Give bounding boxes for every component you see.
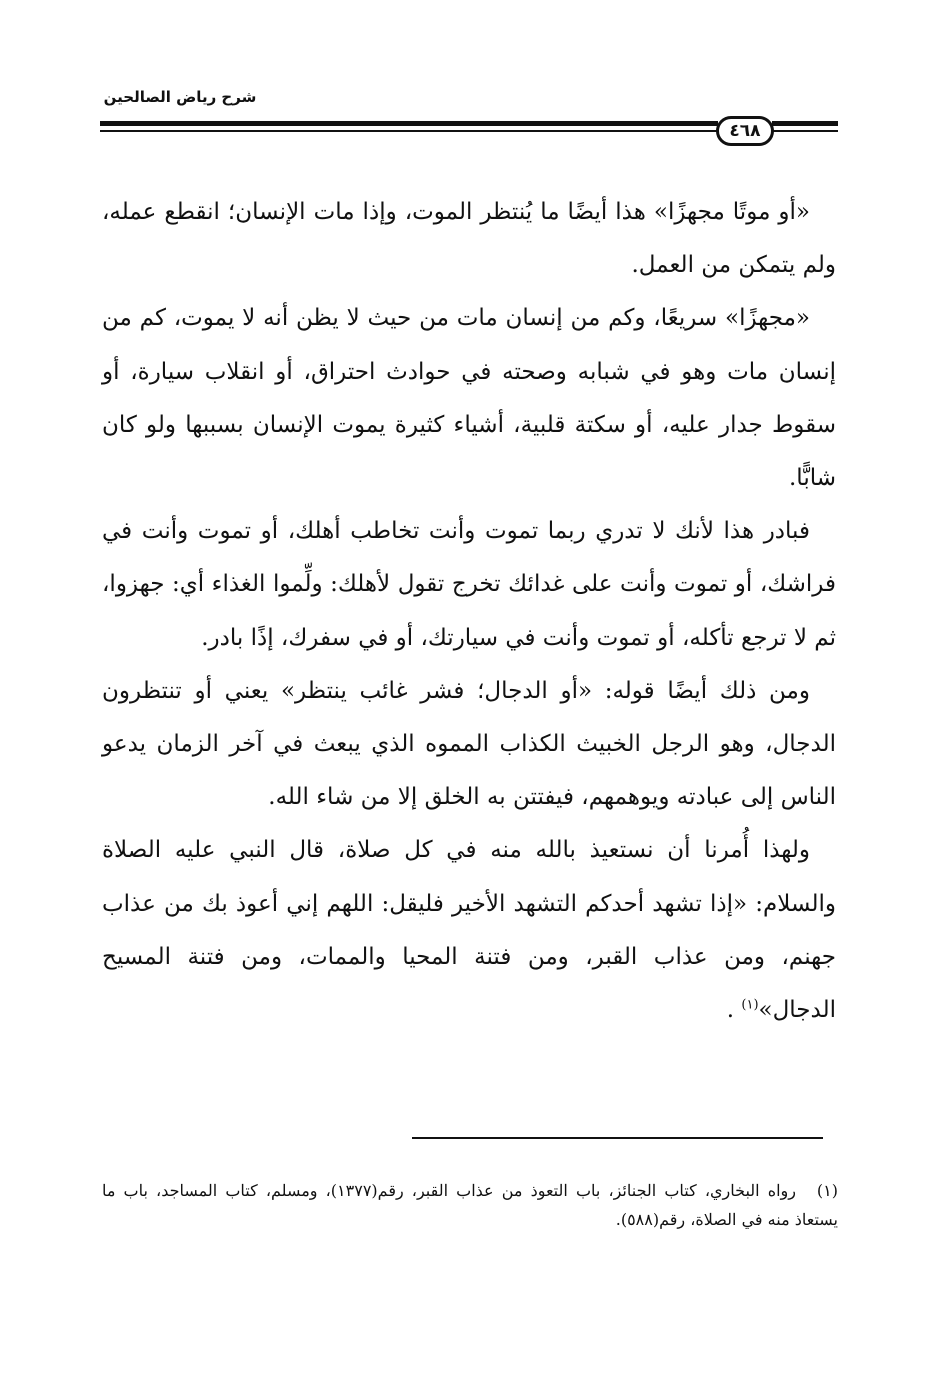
footnote-separator — [412, 1137, 823, 1139]
page-number: ٤٦٨ — [729, 121, 761, 141]
book-title: شرح رياض الصالحين — [103, 88, 257, 106]
paragraph-text: ولهذا أُمرنا أن نستعيذ بالله منه في كل صلاة، قال النبي عليه الصلاة والسلام: «إذا تشهد أحدكم التشهد الأخير فليقل: اللهم إني أعوذ بك من عذاب جهنم، ومن عذاب القبر، ومن فتنة المحيا والممات، ومن فتنة المسيح الدجال» — [102, 837, 836, 1024]
header-rule-thin-right — [772, 130, 838, 132]
body-text — [102, 186, 836, 1037]
header-rule-thick-left — [100, 121, 718, 126]
paragraph: فبادر هذا لأنك لا تدري ربما تموت وأنت تخاطب أهلك، أو تموت وأنت في فراشك، أو تموت وأنت على غدائك تخرج تقول لأهلك: ولِّموا الغذاء أي: جهزوا، ثم لا ترجع تأكله، أو تموت وأنت في سيارتك، أو في سفرك، إذًا بادر. — [102, 518, 836, 651]
paragraph-with-footnote — [102, 824, 836, 1037]
footnote — [102, 1176, 838, 1234]
paragraph: «مجهزًا» سريعًا، وكم من إنسان مات من حيث لا يظن أنه لا يموت، كم من إنسان مات وهو في شبابه وصحته في حوادث احتراق، أو انقلاب سيارة، أو سقوط جدار عليه، أو سكتة قلبية، أشياء كثيرة يموت الإنسان بسببها ولو كان شابًّا. — [102, 305, 836, 492]
final-period: . — [726, 997, 735, 1024]
header-rule-thick-right — [772, 121, 838, 126]
footnote-reference: (١) — [741, 997, 759, 1013]
header-rule-thin-left — [100, 130, 718, 132]
footnote-text: رواه البخاري، كتاب الجنائز، باب التعوذ من عذاب القبر، رقم(١٣٧٧)، ومسلم، كتاب المساجد، باب ما يستعاذ منه في الصلاة، رقم(٥٨٨). — [102, 1181, 838, 1229]
paragraph: ومن ذلك أيضًا قوله: «أو الدجال؛ فشر غائب ينتظر» يعني أو تنتظرون الدجال، وهو الرجل الخبيث الكذاب المموه الذي يبعث في آخر الزمان يدعو الناس إلى عبادته ويوهمهم، فيفتتن به الخلق إلا من شاء الله. — [102, 677, 836, 811]
page-number-badge — [716, 116, 774, 146]
footnote-number: (١) — [816, 1181, 839, 1200]
paragraph: «أو موتًا مجهزًا» هذا أيضًا ما يُنتظر الموت، وإذا مات الإنسان؛ انقطع عمله، ولم يتمكن من العمل. — [102, 199, 836, 279]
